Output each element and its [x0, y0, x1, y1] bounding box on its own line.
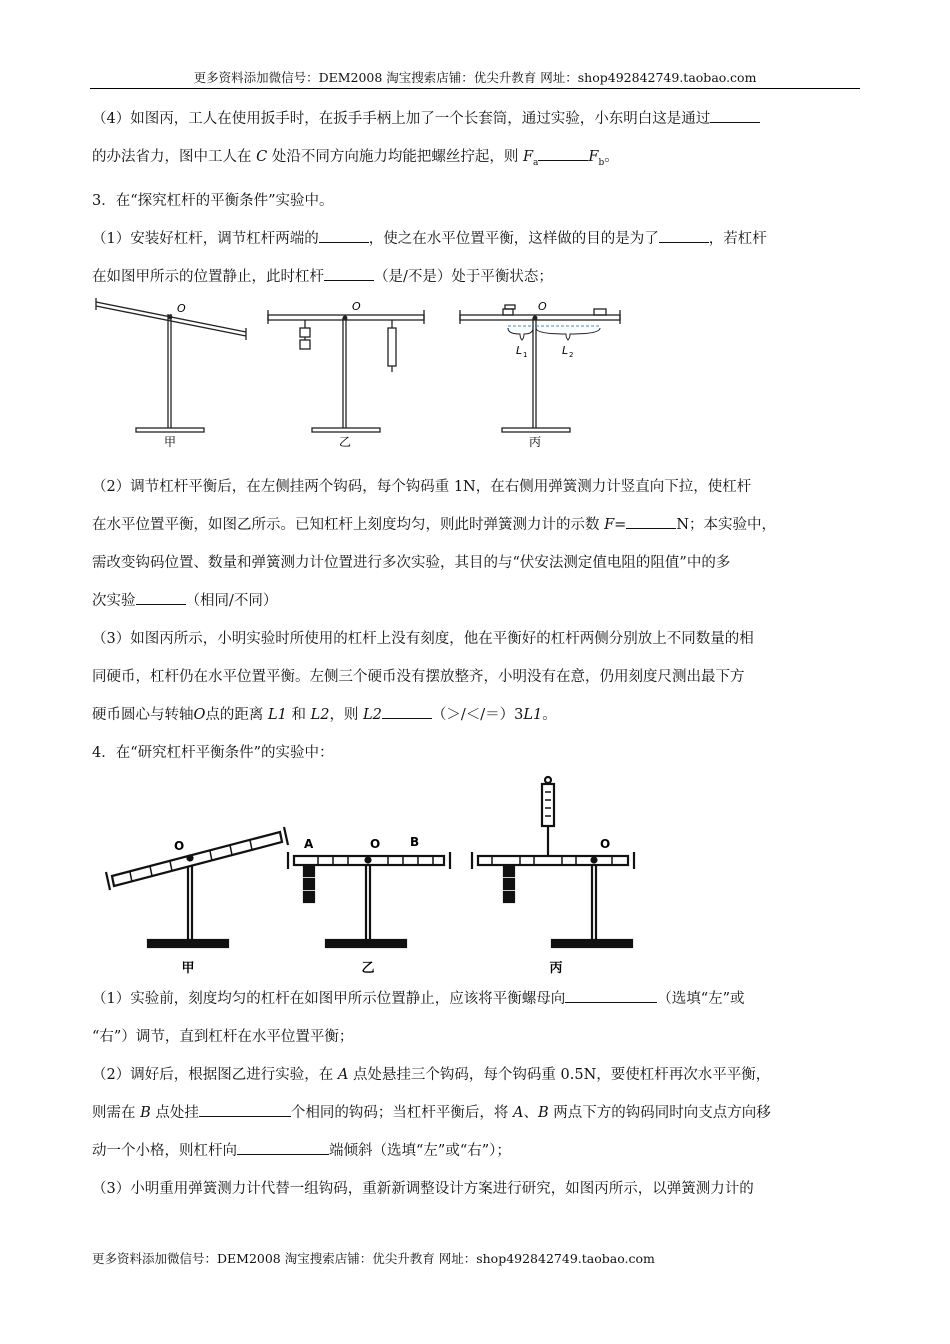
- pivot-label: O: [174, 838, 185, 853]
- q4-part1-line1: （1）实验前，刻度均匀的杠杆在如图甲所示位置静止，应该将平衡螺母向 （选填“左”或: [92, 980, 858, 1018]
- q4-part1-line2: “右”）调节，直到杠杆在水平位置平衡；: [92, 1028, 354, 1045]
- label-L2: L: [562, 343, 569, 357]
- blank[interactable]: [319, 228, 369, 243]
- q3-lever-diagrams: [92, 296, 858, 448]
- blank[interactable]: [324, 266, 374, 281]
- lever-bing: [472, 777, 634, 947]
- lever-yi: [268, 310, 424, 432]
- blank[interactable]: [382, 704, 432, 719]
- q3-part3-line1: （3）如图丙所示，小明实验时所使用的杠杆上没有刻度，他在平衡好的杠杆两侧分别放上不同数量的相: [92, 630, 754, 647]
- page-footer: 更多资料添加微信号：DEM2008 淘宝搜索店铺：优尖升教育 网址：shop492842749.taobao.com: [92, 1251, 655, 1266]
- q3-part3-line2: 同硬币，杠杆仍在水平位置平衡。左侧三个硬币没有摆放整齐，小明没有在意，仍用刻度尺测出最下方: [92, 668, 745, 685]
- blank[interactable]: [659, 228, 709, 243]
- lever-yi: [288, 852, 450, 947]
- lever-jia: [106, 827, 288, 947]
- pivot-label: O: [538, 299, 547, 313]
- figure-label-bing: 丙: [549, 960, 563, 976]
- pivot-label: O: [352, 299, 361, 313]
- q4-part2-line2: 则需在 B 点处挂 个相同的钩码；当杠杆平衡后，将 A、B 两点下方的钩码同时向支点方向移: [92, 1094, 858, 1132]
- point-B-label: B: [410, 834, 420, 849]
- q4-part2-line1: （2）调好后，根据图乙进行实验，在 A 点处悬挂三个钩码，每个钩码重 0.5N，要使杠杆再次水平平衡，: [92, 1066, 771, 1083]
- q2-part4-line1: （4）如图丙，工人在使用扳手时，在扳手手柄上加了一个长套筒，通过实验，小东明白这是通过: [92, 100, 858, 138]
- blank[interactable]: [538, 146, 588, 161]
- lever-jia: [96, 298, 246, 432]
- q4-title: 4．在“研究杠杆平衡条件”的实验中：: [92, 744, 334, 761]
- blank[interactable]: [565, 988, 657, 1003]
- q3-part3-line3: 硬币圆心与转轴O点的距离 L1 和 L2，则 L2 （＞/＜/＝）3L1。: [92, 696, 858, 734]
- q3-part2-line1: （2）调节杠杆平衡后，在左侧挂两个钩码，每个钩码重 1N，在右侧用弹簧测力计竖直向下拉，使杠杆: [92, 478, 752, 495]
- lever-bing: [460, 305, 620, 432]
- q4-lever-diagrams: [92, 772, 858, 980]
- pivot-label: O: [370, 836, 381, 851]
- figure-label-yi: 乙: [338, 434, 352, 448]
- point-A-label: A: [304, 836, 314, 851]
- document-body: [92, 100, 858, 1208]
- label-L2-sub: 2: [569, 350, 574, 359]
- blank[interactable]: [237, 1140, 329, 1155]
- q3-part2-line4: 次实验 （相同/不同）: [92, 582, 858, 620]
- q3-title: 3．在“探究杠杆的平衡条件”实验中。: [92, 192, 334, 209]
- blank[interactable]: [626, 514, 676, 529]
- q3-part1-line1: （1）安装好杠杆，调节杠杆两端的 ，使之在水平位置平衡，这样做的目的是为了 ，若杠杆: [92, 220, 858, 258]
- pivot-label: O: [177, 301, 186, 315]
- label-L1-sub: 1: [523, 350, 528, 359]
- pivot-label: O: [600, 836, 611, 851]
- figure-label-yi: 乙: [361, 960, 375, 976]
- blank[interactable]: [710, 108, 760, 123]
- q4-figure: [92, 772, 858, 980]
- figure-label-jia: 甲: [163, 434, 177, 448]
- q3-part2-line2: 在水平位置平衡，如图乙所示。已知杠杆上刻度均匀，则此时弹簧测力计的示数 F= N；本实验中，: [92, 506, 858, 544]
- blank[interactable]: [199, 1102, 291, 1117]
- page-header: 更多资料添加微信号：DEM2008 淘宝搜索店铺：优尖升教育 网址：shop492842749.taobao.com: [90, 68, 860, 89]
- q3-figure: [92, 296, 858, 448]
- q2-part4-line2: 的办法省力，图中工人在 C 处沿不同方向施力均能把螺丝拧起，则 $F_a$ $F_b$。: [92, 138, 858, 182]
- q3-part1-line2: 在如图甲所示的位置静止，此时杠杆 （是/不是）处于平衡状态；: [92, 258, 858, 296]
- figure-label-jia: 甲: [181, 960, 195, 976]
- q4-part3-line1: （3）小明重用弹簧测力计代替一组钩码，重新新调整设计方案进行研究，如图丙所示，以弹簧测力计的: [92, 1180, 754, 1197]
- blank[interactable]: [136, 590, 186, 605]
- label-L1: L: [516, 343, 523, 357]
- q3-part2-line3: 需改变钩码位置、数量和弹簧测力计位置进行多次实验，其目的与“伏安法测定值电阻的阻值”中的多: [92, 554, 731, 571]
- figure-label-bing: 丙: [528, 434, 542, 448]
- q4-part2-line3: 动一个小格，则杠杆向 端倾斜（选填“左”或“右”）；: [92, 1132, 858, 1170]
